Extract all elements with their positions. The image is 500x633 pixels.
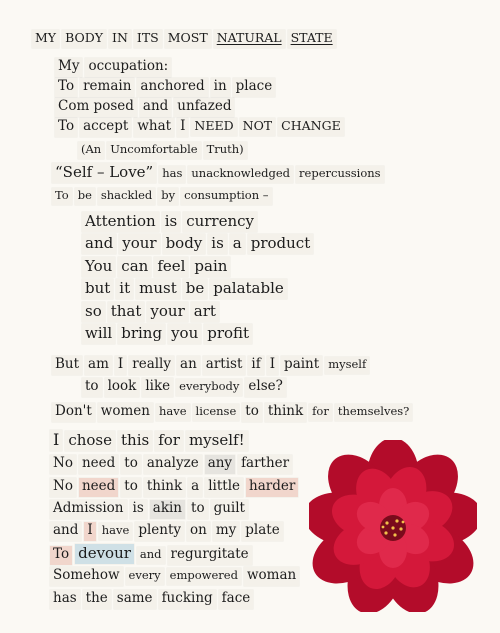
poem-word: in (211, 78, 230, 97)
poem-word: every (126, 568, 164, 585)
poem-word: will (82, 324, 115, 344)
poem-line (50, 499, 251, 519)
poem-word: paint (281, 356, 322, 375)
poem-word: anchored (137, 78, 207, 97)
poem-word: woman (244, 567, 299, 586)
title-word: STATE (288, 30, 336, 48)
poem-word: accept (80, 118, 131, 137)
poem-line (82, 302, 222, 322)
poem-line (55, 77, 278, 97)
poem-word: NEED (191, 118, 236, 136)
poem-word: and (137, 547, 165, 564)
poem-word: No (50, 455, 76, 474)
poem-word: analyze (144, 455, 202, 474)
poem-word: license (193, 404, 240, 421)
poem-word: Truth) (204, 142, 247, 159)
poem-word: unacknowledged (188, 166, 293, 183)
title-word: MY (32, 30, 59, 48)
poem-line (50, 589, 256, 609)
poem-word: this (118, 431, 152, 451)
poem-word: have (99, 523, 133, 540)
title-word: BODY (62, 30, 106, 48)
poem-word: be (75, 188, 95, 205)
poem-word: little (205, 478, 243, 497)
poem-word: to (121, 455, 141, 474)
poem-word: and (140, 98, 171, 117)
poem-line (50, 566, 302, 586)
poem-word: body (163, 234, 206, 254)
poem-word: regurgitate (168, 546, 252, 565)
poem-word: face (219, 590, 254, 609)
poem-word: profit (204, 324, 252, 344)
poem-word: any (205, 455, 235, 474)
poem-line (82, 324, 255, 344)
poem-line (50, 521, 286, 541)
poem-word: Com posed (55, 98, 137, 117)
poem-line (52, 163, 387, 183)
poem-word: art (191, 302, 219, 322)
poem-line (50, 544, 255, 565)
poem-word: repercussions (296, 166, 384, 183)
poem-word: everybody (176, 379, 242, 396)
poem-word: it (116, 279, 133, 299)
poem-word: No (50, 478, 76, 497)
poem-word: devour (75, 544, 134, 564)
poem-word: need (79, 478, 118, 497)
poem-line (55, 57, 174, 77)
poem-line (82, 212, 260, 232)
poem-word: else? (245, 378, 285, 397)
poem-word: my (213, 522, 239, 541)
poem-word: that (108, 302, 145, 322)
poem-word: feel (154, 257, 188, 277)
poem-word: must (136, 279, 180, 299)
poem-word: themselves? (335, 404, 413, 421)
poem-word: pain (191, 257, 230, 277)
poem-word: fucking (159, 590, 216, 609)
poem-word: the (83, 590, 111, 609)
poem-word: myself (325, 357, 369, 374)
poem-word: has (50, 590, 80, 609)
poem-line (52, 402, 415, 422)
poem-word: “Self – Love” (52, 163, 156, 183)
poem-word: bring (118, 324, 165, 344)
poem-line (52, 355, 372, 375)
poem-word: Attention (82, 212, 159, 232)
poem-word: harder (246, 478, 298, 497)
poem-word: think (144, 478, 185, 497)
poem-word: guilt (211, 500, 248, 519)
poem-line (82, 377, 289, 397)
poem-word: is (162, 212, 181, 232)
poem-word: farther (238, 455, 292, 474)
poem-line (82, 279, 290, 299)
poem-word: To (52, 188, 72, 205)
poem-line (55, 117, 347, 137)
title-word: ITS (134, 30, 162, 48)
poem-word: unfazed (174, 98, 234, 117)
poem-word: by (158, 188, 178, 205)
poem-word: look (105, 378, 140, 397)
poem-word: if (248, 356, 263, 375)
poem-word: consumption – (181, 188, 271, 205)
poem-word: remain (80, 78, 134, 97)
poem-word: I (177, 118, 188, 137)
poem-word: your (147, 302, 187, 322)
poem-word: You (82, 257, 115, 277)
poem-word: for (155, 431, 183, 451)
poem-word: plate (242, 522, 282, 541)
poem-word: chose (65, 431, 115, 451)
poem-word: you (168, 324, 201, 344)
poem-word: palatable (210, 279, 287, 299)
poem-word: (An (78, 142, 104, 159)
poem-word: to (82, 378, 102, 397)
poem-word: your (119, 234, 159, 254)
poem-word: have (156, 404, 190, 421)
poem-word: But (52, 356, 82, 375)
poem-word: be (183, 279, 207, 299)
poem-word: To (55, 78, 77, 97)
poem-word: My (55, 58, 82, 77)
poem-word: has (159, 166, 185, 183)
poem-word: Admission (50, 500, 127, 519)
red-flower-image (309, 440, 477, 612)
title-word: MOST (165, 30, 211, 48)
poem-word: Don't (52, 403, 95, 422)
poem-word: same (114, 590, 156, 609)
poem-word: place (233, 78, 276, 97)
poem-word: I (115, 356, 126, 375)
poem-word: plenty (135, 522, 184, 541)
poem-word: is (130, 500, 147, 519)
poem-word: To (50, 546, 72, 565)
poem-word: I (50, 430, 62, 451)
title-word: NATURAL (214, 30, 285, 48)
poem-line (55, 97, 237, 117)
poem-word: CHANGE (278, 118, 344, 136)
poem-word: empowered (167, 568, 241, 585)
poem-word: artist (203, 356, 246, 375)
poem-line (50, 430, 251, 451)
poem-word: what (134, 118, 174, 137)
poem-word: I (84, 522, 95, 541)
poem-word: To (55, 118, 77, 137)
poem-word: a (188, 478, 202, 497)
poem-line (82, 257, 233, 277)
poem-word: to (121, 478, 141, 497)
poem-line (52, 186, 275, 205)
poem-word: really (129, 356, 174, 375)
poem-word: but (82, 279, 113, 299)
poem-word: women (98, 403, 153, 422)
poem-word: a (230, 234, 245, 254)
poem-word: akin (150, 500, 185, 519)
poem-line (50, 477, 301, 497)
title-word: IN (109, 30, 131, 48)
poem-word: to (188, 500, 208, 519)
poem-word: so (82, 302, 105, 322)
poem-line (82, 234, 316, 254)
poem-word: like (142, 378, 173, 397)
poem-word: an (177, 356, 200, 375)
poem-title (32, 29, 339, 48)
poem-word: product (248, 234, 314, 254)
poem-word: currency (183, 212, 257, 232)
poem-word: need (79, 455, 118, 474)
poem-word: think (265, 403, 306, 422)
poem-line (50, 454, 295, 474)
poem-word: Somehow (50, 567, 123, 586)
poem-word: to (242, 403, 262, 422)
poem-word: occupation: (85, 58, 171, 77)
poem-word: for (309, 404, 332, 421)
poem-word: shackled (98, 188, 155, 205)
poem-word: and (50, 522, 81, 541)
poem-word: on (187, 522, 210, 541)
poem-line (78, 140, 250, 159)
poem-word: I (267, 356, 278, 375)
poem-word: and (82, 234, 116, 254)
poem-word: is (208, 234, 227, 254)
poem-word: myself! (186, 431, 248, 451)
poem-word: NOT (240, 118, 276, 136)
poem-word: can (118, 257, 151, 277)
poem-word: am (85, 356, 112, 375)
poem-word: Uncomfortable (107, 142, 200, 159)
